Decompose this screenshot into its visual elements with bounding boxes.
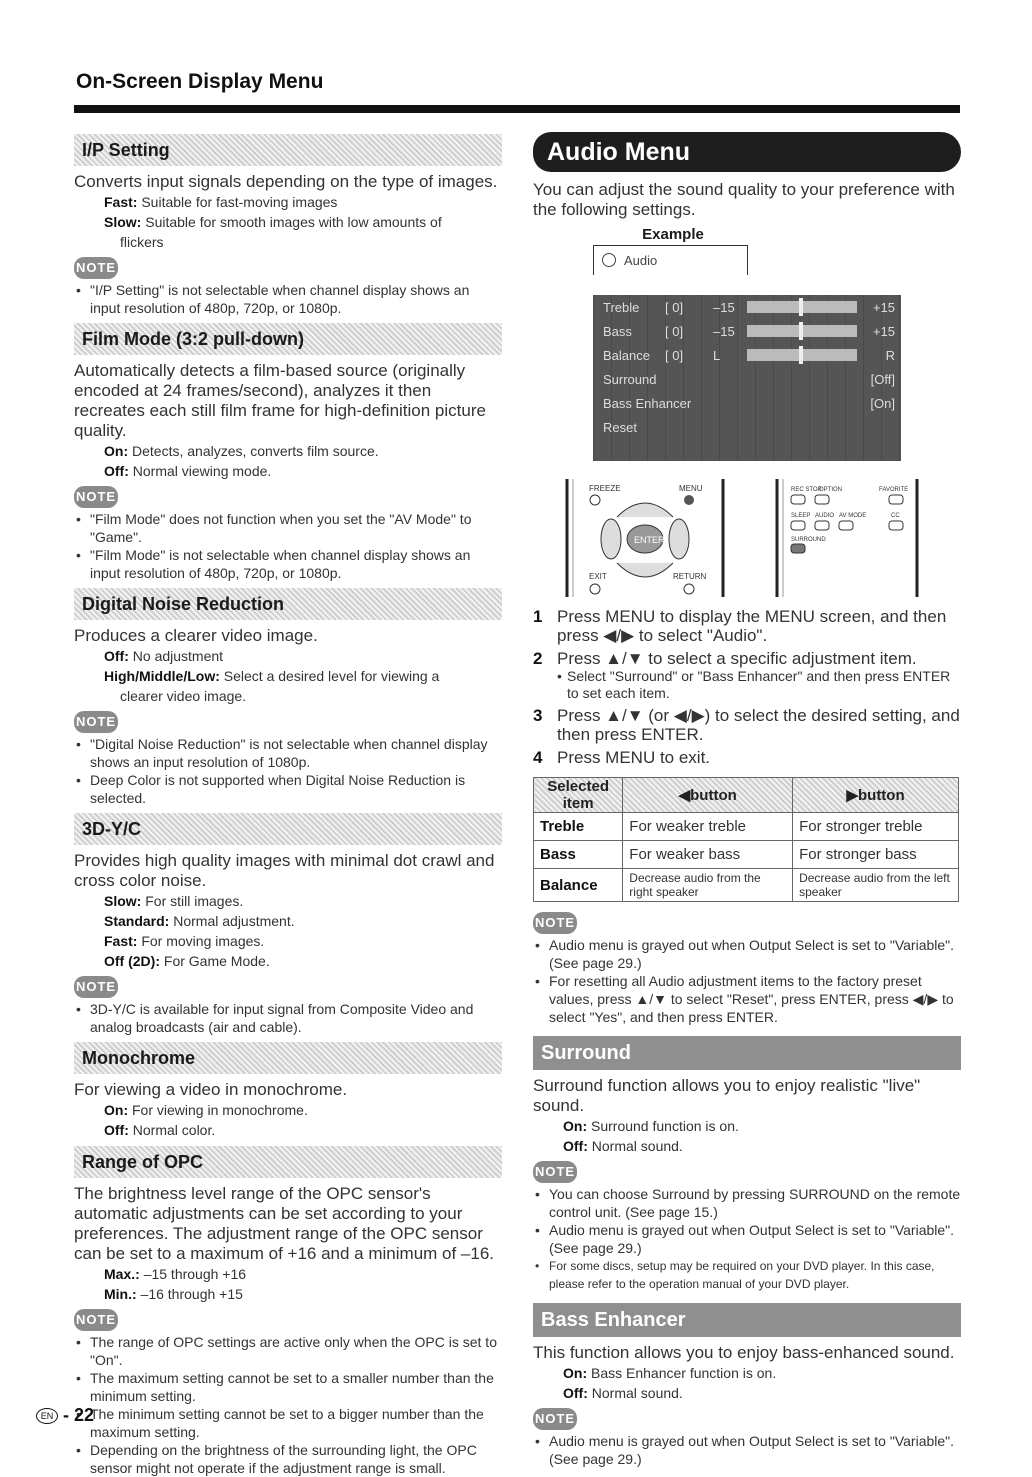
opc-def-max: Max.: –15 through +16 [104, 1266, 247, 1282]
osd-row-balance: Balance [ 0] L R [603, 347, 895, 363]
film-note-2: • "Film Mode" is not selectable when channel display shows an input resolution of 480p, 720p, or 1080p. [74, 546, 502, 582]
osd-row-bass-enhancer: Bass Enhancer [On] [603, 395, 895, 411]
section-heading-monochrome: Monochrome [74, 1042, 502, 1074]
svg-text:FAVORITE: FAVORITE [879, 487, 909, 493]
opc-intro: The brightness level range of the OPC sensor's automatic adjustments can be set according to your preferences. The adjustment range of the OPC sensor can be set to a maximum of +16 and a minimum of –16. [74, 1184, 495, 1263]
bass-intro: This function allows you to enjoy bass-enhanced sound. [533, 1343, 955, 1362]
table-cell: For weaker bass [623, 841, 793, 869]
svg-text:AV MODE: AV MODE [839, 513, 867, 519]
surround-note-3: • For some discs, setup may be required on your DVD player. In this case, please refer to the operation manual of your DVD player. [533, 1257, 961, 1293]
yc-def-slow: Slow: For still images. [104, 893, 244, 909]
film-note-1: • "Film Mode" does not function when you set the "AV Mode" to "Game". [74, 510, 502, 546]
section-heading-film-mode: Film Mode (3:2 pull-down) [74, 323, 502, 355]
table-header: ▶button [793, 778, 959, 813]
osd-row-reset: Reset [603, 419, 637, 435]
table-cell: For stronger bass [793, 841, 959, 869]
surround-def-on: On: Surround function is on. [563, 1118, 739, 1134]
step-2: 2 Press ▲/▼ to select a specific adjustment item. • Select "Surround" or "Bass Enhancer" and then press ENTER to set each item. [533, 649, 961, 702]
audio-adjustment-table [533, 777, 959, 902]
osd-row-treble: Treble [ 0] –15 +15 [603, 299, 895, 315]
svg-text:CC: CC [891, 513, 900, 519]
step-4: 4 Press MENU to exit. [533, 748, 711, 767]
audio-intro: You can adjust the sound quality to your preference with the following settings. [533, 180, 955, 219]
note-badge: NOTE [74, 976, 118, 998]
yc-note: • 3D-Y/C is available for input signal from Composite Video and analog broadcasts (air and cable). [74, 1000, 502, 1036]
dnr-def-level: High/Middle/Low: Select a desired level for viewing a [104, 668, 440, 684]
dnr-def-cont: clearer video image. [120, 688, 247, 704]
note-badge: NOTE [74, 1309, 118, 1331]
audio-note-2: • For resetting all Audio adjustment items to the factory preset values, press ▲/▼ to select "Reset", press ENTER, press ◀/▶ to select "Yes", and then press ENTER. [533, 972, 961, 1026]
yc-intro: Provides high quality images with minimal dot crawl and cross color noise. [74, 851, 495, 890]
table-row [534, 813, 959, 841]
audio-menu-banner: Audio Menu [533, 132, 961, 172]
dnr-note-1: • "Digital Noise Reduction" is not selectable when channel display shows an input resolution of 1080p. [74, 735, 502, 771]
tv-screen-title: Audio [593, 245, 748, 275]
ip-intro: Converts input signals depending on the type of images. [74, 172, 498, 191]
opc-note-3: • The minimum setting cannot be set to a bigger number than the maximum setting. [74, 1405, 502, 1441]
osd-row-bass: Bass [ 0] –15 +15 [603, 323, 895, 339]
svg-text:ENTER: ENTER [634, 535, 665, 545]
table-row [534, 869, 959, 902]
note-badge: NOTE [74, 257, 118, 279]
remote-illustration [533, 479, 961, 599]
table-cell: For stronger treble [793, 813, 959, 841]
tv-screen-example [593, 245, 901, 461]
film-intro: Automatically detects a film-based source (originally encoded at 24 frames/second), analyzes it then recreates each still film frame for high-definition picture quality. [74, 361, 486, 440]
table-header-row [534, 778, 959, 813]
table-header: Selected item [534, 778, 623, 813]
opc-note-2: • The maximum setting cannot be set to a smaller number than the minimum setting. [74, 1369, 502, 1405]
section-heading-bass-enhancer: Bass Enhancer [533, 1303, 961, 1337]
surround-note-2: • Audio menu is grayed out when Output Select is set to "Variable". (See page 29.) [533, 1221, 961, 1257]
mono-def-off: Off: Normal color. [104, 1122, 216, 1138]
table-cell: Decrease audio from the left speaker [793, 869, 959, 902]
surround-note-1: • You can choose Surround by pressing SURROUND on the remote control unit. (See page 15.) [533, 1185, 961, 1221]
remote-svg [533, 479, 961, 599]
svg-text:MENU: MENU [679, 484, 703, 493]
svg-text:AUDIO: AUDIO [815, 513, 835, 519]
mono-def-on: On: For viewing in monochrome. [104, 1102, 308, 1118]
mono-intro: For viewing a video in monochrome. [74, 1080, 348, 1099]
svg-text:FREEZE: FREEZE [589, 484, 621, 493]
note-badge: NOTE [74, 711, 118, 733]
dnr-def-off: Off: No adjustment [104, 648, 224, 664]
svg-text:REC STOP: REC STOP [791, 487, 822, 493]
page-title: On-Screen Display Menu [76, 70, 324, 93]
opc-note-4: • Depending on the brightness of the surrounding light, the OPC sensor might not operate if the adjustment range is small. [74, 1441, 502, 1477]
step-1: 1 Press MENU to display the MENU screen, and then press ◀/▶ to select "Audio". [533, 607, 947, 645]
dnr-note-2: • Deep Color is not supported when Digital Noise Reduction is selected. [74, 771, 502, 807]
surround-def-off: Off: Normal sound. [563, 1138, 683, 1154]
audio-steps [533, 607, 961, 767]
dnr-intro: Produces a clearer video image. [74, 626, 318, 645]
svg-text:EXIT: EXIT [589, 572, 607, 581]
ip-def-cont: flickers [120, 234, 164, 250]
note-badge: NOTE [533, 912, 577, 934]
film-def-on: On: Detects, analyzes, converts film source. [104, 443, 379, 459]
table-header: ◀button [623, 778, 793, 813]
table-cell: Balance [534, 869, 623, 902]
yc-def-standard: Standard: Normal adjustment. [104, 913, 295, 929]
svg-text:OPTION: OPTION [819, 487, 843, 493]
ip-def-slow: Slow: Suitable for smooth images with low amounts of [104, 214, 442, 230]
tv-osd [593, 295, 901, 461]
section-heading-dnr: Digital Noise Reduction [74, 588, 502, 620]
table-cell: For weaker treble [623, 813, 793, 841]
section-heading-opc: Range of OPC [74, 1146, 502, 1178]
table-cell: Decrease audio from the right speaker [623, 869, 793, 902]
section-heading-ip-setting: I/P Setting [74, 134, 502, 166]
surround-intro: Surround function allows you to enjoy realistic "live" sound. [533, 1076, 921, 1115]
table-row [534, 841, 959, 869]
ip-note: • "I/P Setting" is not selectable when channel display shows an input resolution of 480p, 720p, or 1080p. [74, 281, 502, 317]
bass-def-on: On: Bass Enhancer function is on. [563, 1365, 777, 1381]
step-3: 3 Press ▲/▼ (or ◀/▶) to select the desired setting, and then press ENTER. [533, 706, 960, 744]
right-column [533, 130, 961, 1468]
opc-def-min: Min.: –16 through +15 [104, 1286, 243, 1302]
table-cell: Treble [534, 813, 623, 841]
svg-text:SLEEP: SLEEP [791, 513, 811, 519]
osd-row-surround: Surround [Off] [603, 371, 895, 387]
section-heading-surround: Surround [533, 1036, 961, 1070]
example-label: Example [642, 226, 704, 243]
svg-text:RETURN: RETURN [673, 572, 707, 581]
film-def-off: Off: Normal viewing mode. [104, 463, 272, 479]
yc-def-fast: Fast: For moving images. [104, 933, 265, 949]
table-cell: Bass [534, 841, 623, 869]
bass-note-1: • Audio menu is grayed out when Output Select is set to "Variable". (See page 29.) [533, 1432, 961, 1468]
opc-note-1: • The range of OPC settings are active only when the OPC is set to "On". [74, 1333, 502, 1369]
audio-note-1: • Audio menu is grayed out when Output Select is set to "Variable". (See page 29.) [533, 936, 961, 972]
section-heading-3d-yc: 3D-Y/C [74, 813, 502, 845]
note-badge: NOTE [533, 1161, 577, 1183]
svg-text:SURROUND: SURROUND [791, 537, 826, 543]
note-badge: NOTE [74, 486, 118, 508]
language-badge: EN [36, 1408, 58, 1424]
audio-icon [602, 253, 616, 267]
left-column [74, 130, 502, 1477]
ip-def-fast: Fast: Suitable for fast-moving images [104, 194, 338, 210]
page-number: EN - 22 [36, 1405, 94, 1426]
yc-def-off: Off (2D): For Game Mode. [104, 953, 270, 969]
bass-def-off: Off: Normal sound. [563, 1385, 683, 1401]
note-badge: NOTE [533, 1408, 577, 1430]
header-rule [74, 105, 960, 113]
